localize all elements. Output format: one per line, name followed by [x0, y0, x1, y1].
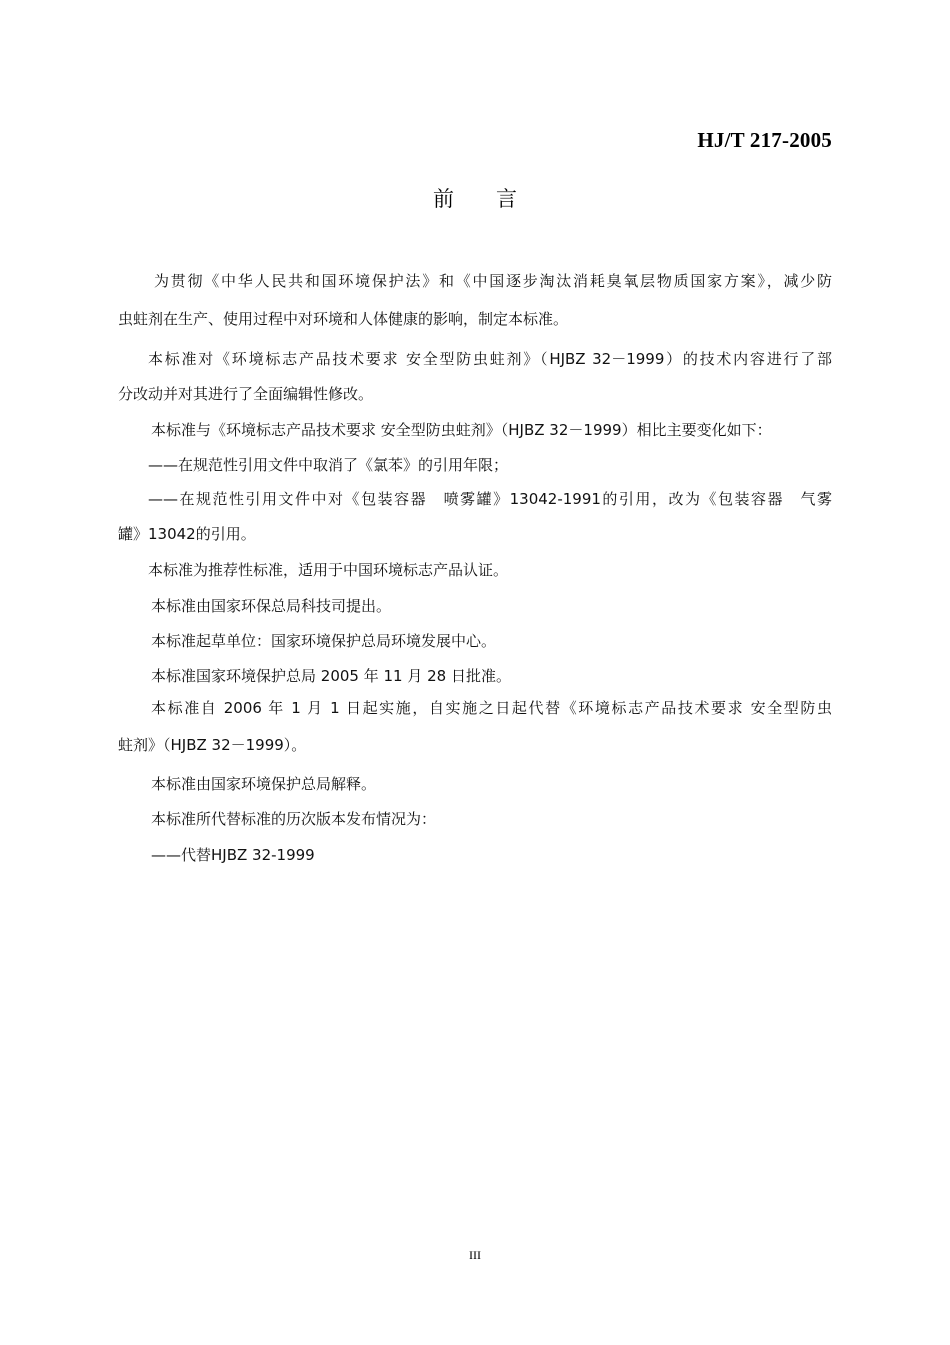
list-item: ——在规范性引用文件中取消了《氯苯》的引用年限； — [148, 456, 509, 474]
paragraph-line: 本标准对《环境标志产品技术要求 安全型防虫蛀剂》（HJBZ 32－1999）的技术内容进行了部 — [148, 350, 832, 368]
paragraph-line: 本标准国家环境保护总局 2005 年 11 月 28 日批准。 — [151, 667, 511, 685]
paragraph-line: 分改动并对其进行了全面编辑性修改。 — [118, 385, 374, 403]
title-char-1: 前 — [433, 187, 454, 211]
paragraph-line: 本标准为推荐性标准，适用于中国环境标志产品认证。 — [148, 561, 509, 579]
paragraph-line: 为贯彻《中华人民共和国环境保护法》和《中国逐步淘汰消耗臭氧层物质国家方案》，减少防 — [154, 272, 832, 290]
section-title — [0, 183, 950, 213]
paragraph-line: 本标准自 2006 年 1 月 1 日起实施，自实施之日起代替《环境标志产品技术要求 安全型防虫 — [151, 699, 832, 717]
paragraph-line: 虫蛀剂在生产、使用过程中对环境和人体健康的影响，制定本标准。 — [118, 310, 569, 328]
paragraph-line: 本标准由国家环保总局科技司提出。 — [151, 597, 392, 615]
paragraph-line: 本标准由国家环境保护总局解释。 — [151, 775, 377, 793]
paragraph-line: 本标准所代替标准的历次版本发布情况为： — [151, 810, 437, 828]
list-item: ——代替HJBZ 32-1999 — [151, 846, 315, 864]
title-char-2: 言 — [496, 187, 517, 211]
paragraph-line: 本标准与《环境标志产品技术要求 安全型防虫蛀剂》（HJBZ 32－1999）相比主要变化如下： — [151, 421, 772, 439]
standard-number: HJ/T 217-2005 — [697, 128, 832, 152]
list-item: ——在规范性引用文件中对《包装容器 喷雾罐》13042-1991的引用，改为《包装容器 气雾 — [148, 490, 832, 508]
paragraph-line: 蛀剂》（HJBZ 32－1999）。 — [118, 736, 307, 754]
paragraph-line: 罐》13042的引用。 — [118, 525, 256, 543]
paragraph-line: 本标准起草单位：国家环境保护总局环境发展中心。 — [151, 632, 497, 650]
page-number: III — [469, 1248, 481, 1262]
